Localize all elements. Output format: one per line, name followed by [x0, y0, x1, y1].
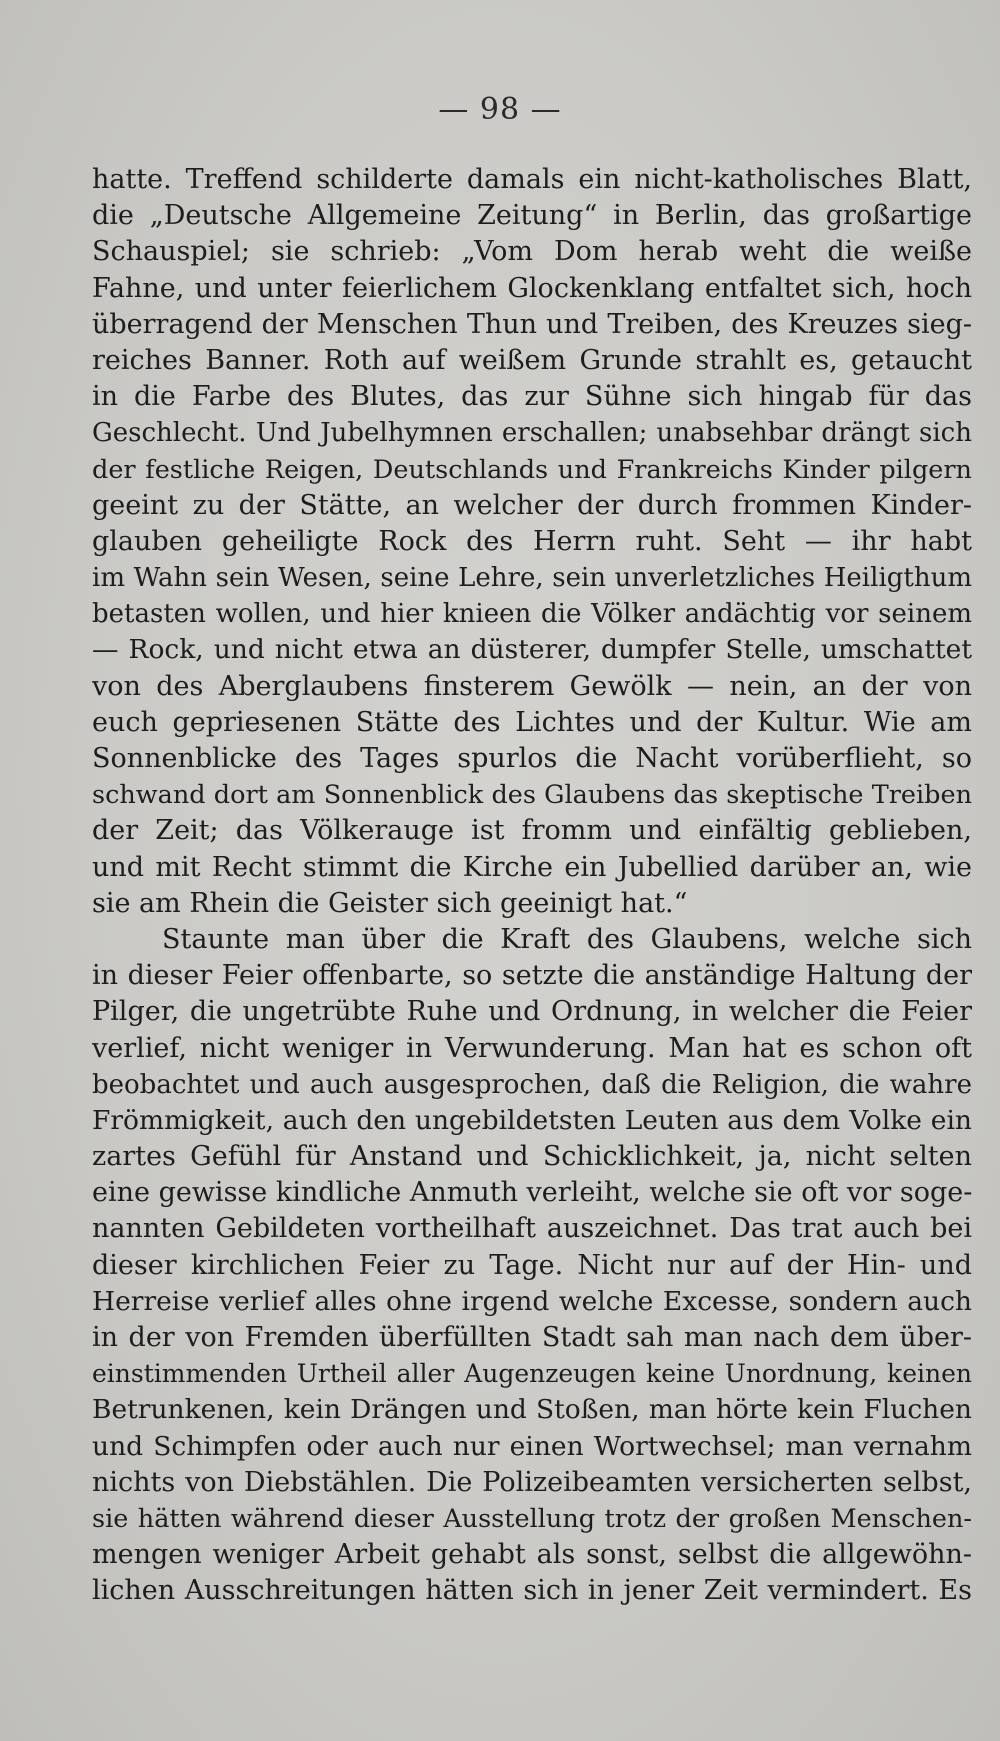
text-line: die „Deutsche Allgemeine Zeitung“ in Berlin, das großartige	[92, 200, 972, 232]
text-line: Geschlecht. Und Jubelhymnen erschallen; unabsehbar drängt sich	[92, 418, 972, 449]
text-line: betasten wollen, und hier knieen die Völker andächtig vor seinem	[92, 599, 972, 630]
text-line: verlief, nicht weniger in Verwunderung. Man hat es schon oft	[92, 1032, 972, 1064]
text-line: einstimmenden Urtheil aller Augenzeugen keine Unordnung, keinen	[92, 1359, 972, 1389]
text-line: in dieser Feier offenbarte, so setzte die anständige Haltung der	[92, 960, 972, 992]
text-line: Frömmigkeit, auch den ungebildetsten Leuten aus dem Volke ein	[92, 1104, 972, 1136]
page-number: — 98 —	[438, 92, 562, 127]
text-line: sie hätten während dieser Ausstellung trotz der großen Menschen-	[92, 1503, 972, 1534]
text-line: Schauspiel; sie schrieb: „Vom Dom herab weht die weiße	[92, 236, 972, 268]
text-line: geeint zu der Stätte, an welcher der durch frommen Kinder-	[92, 489, 972, 521]
text-line: überragend der Menschen Thun und Treiben, des Kreuzes sieg-	[92, 308, 972, 340]
text-line: sie am Rhein die Geister sich geeinigt hat.“	[92, 887, 688, 919]
text-line: Betrunkenen, kein Drängen und Stoßen, man hörte kein Fluchen	[92, 1394, 972, 1426]
text-line: nannten Gebildeten vortheilhaft auszeichnet. Das trat auch bei	[92, 1213, 972, 1245]
text-line: schwand dort am Sonnenblick des Glaubens das skeptische Treiben	[92, 780, 972, 811]
text-line: Staunte man über die Kraft des Glaubens, welche sich	[162, 923, 972, 955]
text-line: lichen Ausschreitungen hätten sich in jener Zeit vermindert. Es	[92, 1575, 972, 1607]
text-line: und mit Recht stimmt die Kirche ein Jubellied darüber an, wie	[92, 851, 972, 883]
text-line: euch gepriesenen Stätte des Lichtes und der Kultur. Wie am	[92, 706, 972, 738]
text-line: glauben geheiligte Rock des Herrn ruht. Seht — ihr habt	[92, 525, 972, 557]
text-line: mengen weniger Arbeit gehabt als sonst, selbst die allgewöhn-	[92, 1539, 972, 1571]
text-line: Herreise verlief alles ohne irgend welche Excesse, sondern auch	[92, 1285, 972, 1317]
text-line: zartes Gefühl für Anstand und Schicklichkeit, ja, nicht selten	[92, 1141, 972, 1173]
text-line: Pilger, die ungetrübte Ruhe und Ordnung, in welcher die Feier	[92, 996, 972, 1028]
body-text	[92, 162, 972, 1610]
text-line: — Rock, und nicht etwa an düsterer, dumpfer Stelle, umschattet	[92, 634, 972, 666]
text-line: beobachtet und auch ausgesprochen, daß die Religion, die wahre	[92, 1069, 972, 1100]
text-line: und Schimpfen oder auch nur einen Wortwechsel; man vernahm	[92, 1430, 972, 1462]
paragraph-1	[92, 162, 972, 922]
text-line: eine gewisse kindliche Anmuth verleiht, welche sie oft vor soge-	[92, 1177, 972, 1209]
text-line: nichts von Diebstählen. Die Polizeibeamten versicherten selbst,	[92, 1466, 972, 1498]
text-line: von des Aberglaubens finsterem Gewölk — nein, an der von	[92, 670, 972, 702]
text-line: hatte. Treffend schilderte damals ein nicht-katholisches Blatt,	[92, 164, 972, 195]
text-line: in der von Fremden überfüllten Stadt sah man nach dem über-	[92, 1322, 972, 1353]
text-line: dieser kirchlichen Feier zu Tage. Nicht nur auf der Hin- und	[92, 1249, 972, 1281]
text-line: in die Farbe des Blutes, das zur Sühne sich hingab für das	[92, 381, 972, 413]
text-line: im Wahn sein Wesen, seine Lehre, sein unverletzliches Heiligthum	[92, 563, 972, 594]
text-line: Fahne, und unter feierlichem Glockenklang entfaltet sich, hoch	[92, 272, 972, 304]
text-line: der festliche Reigen, Deutschlands und Frankreichs Kinder pilgern	[92, 454, 972, 485]
text-line: Sonnenblicke des Tages spurlos die Nacht vorüberflieht, so	[92, 743, 972, 774]
text-line: reiches Banner. Roth auf weißem Grunde strahlt es, getaucht	[92, 344, 972, 376]
paragraph-2	[92, 922, 972, 1610]
text-line: der Zeit; das Völkerauge ist fromm und einfältig geblieben,	[92, 815, 972, 847]
